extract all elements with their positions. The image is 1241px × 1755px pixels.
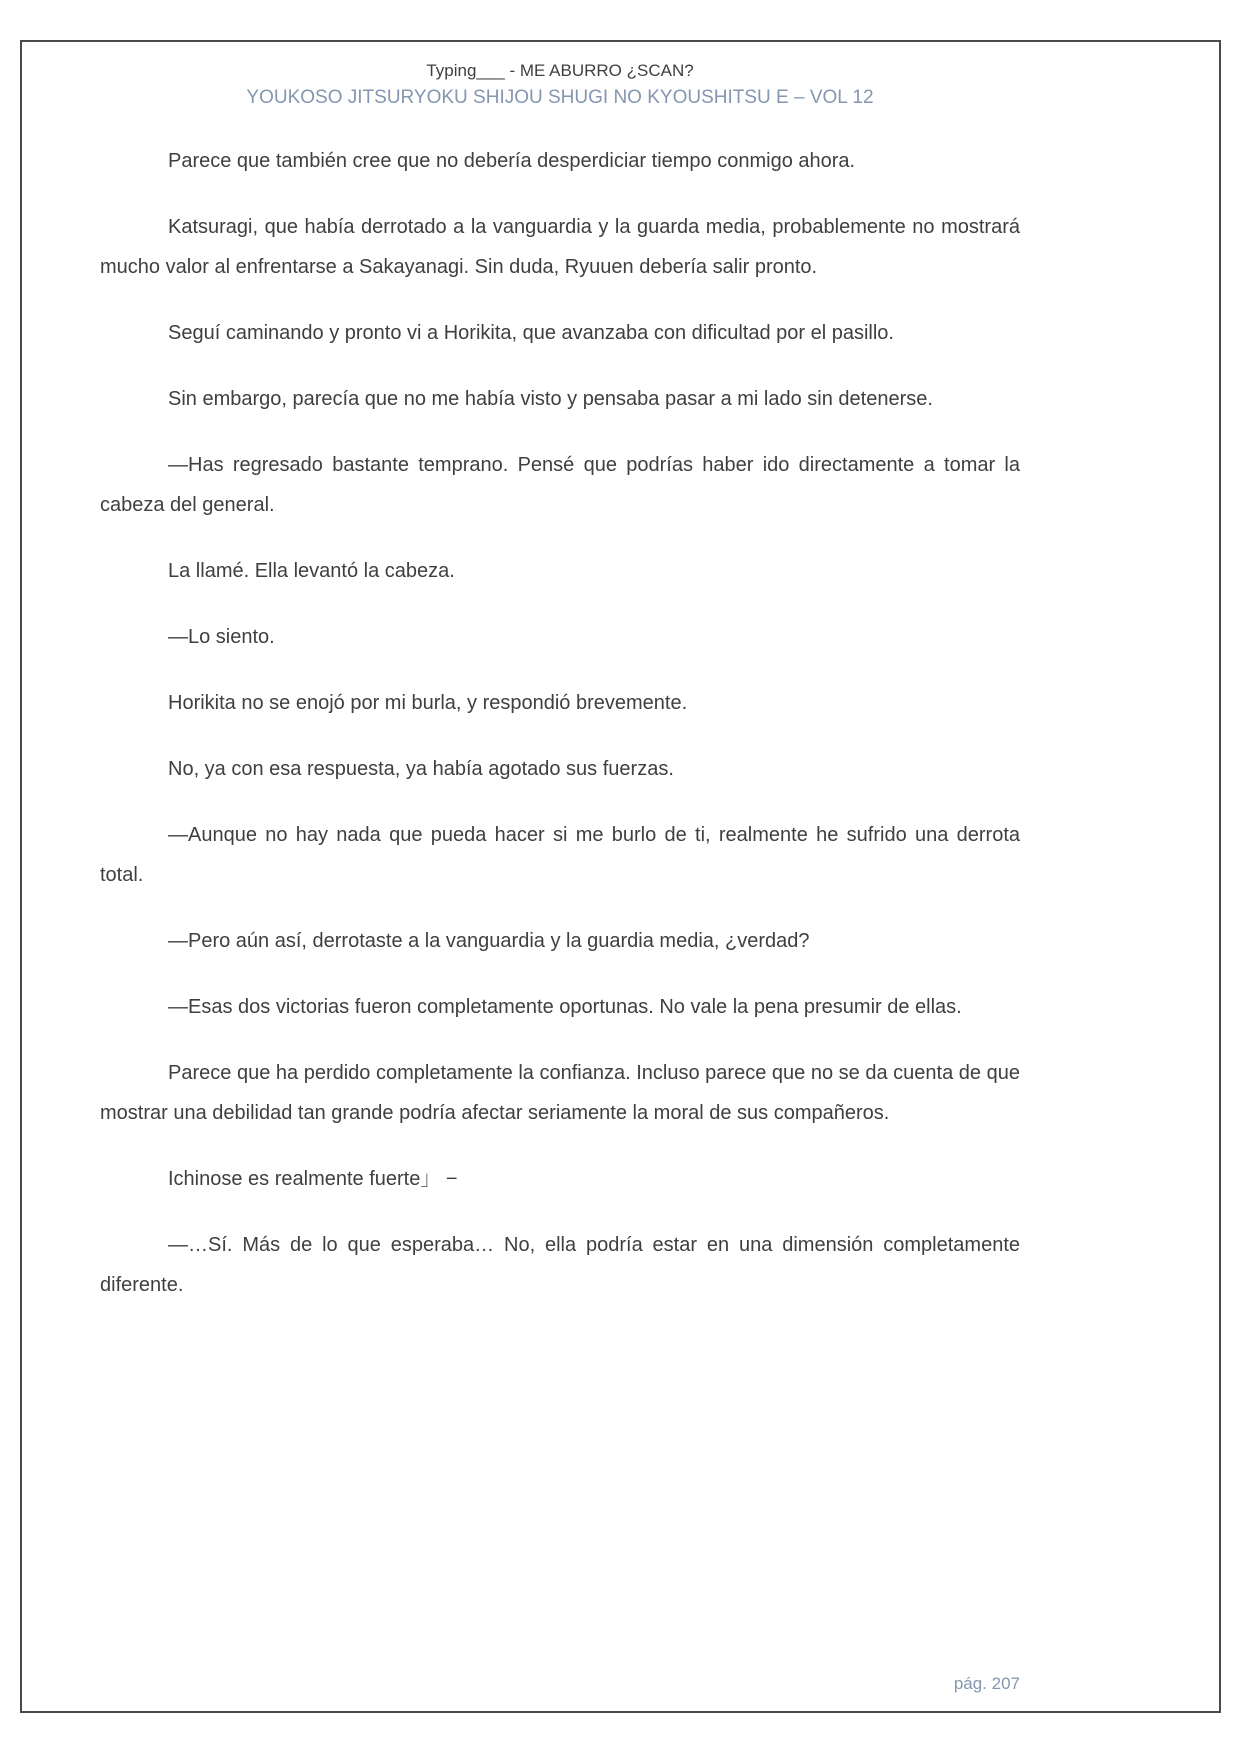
paragraph: —Lo siento.: [168, 626, 275, 648]
paragraph: —Pero aún así, derrotaste a la vanguardia y la guardia media, ¿verdad?: [168, 930, 810, 952]
paragraph: —Has regresado bastante temprano. Pensé que podrías haber ido directamente a tomar la cabeza del general.: [100, 454, 1020, 516]
body-paragraphs: [100, 141, 1020, 1305]
page-number: pág. 207: [953, 1674, 1020, 1693]
document-header: [100, 58, 1020, 111]
page-footer: [100, 1672, 1020, 1696]
paragraph: Ichinose es realmente fuerte」 −: [168, 1168, 458, 1190]
paragraph: No, ya con esa respuesta, ya había agotado sus fuerzas.: [168, 758, 674, 780]
page-content: [100, 58, 1020, 1331]
header-title: Typing___ - ME ABURRO ¿SCAN?: [426, 61, 694, 80]
paragraph: —…Sí. Más de lo que esperaba… No, ella podría estar en una dimensión completamente diferente.: [100, 1234, 1020, 1296]
paragraph: Parece que ha perdido completamente la confianza. Incluso parece que no se da cuenta de que mostrar una debilidad tan grande podría afectar seriamente la moral de sus compañeros.: [100, 1062, 1020, 1124]
paragraph: Seguí caminando y pronto vi a Horikita, que avanzaba con dificultad por el pasillo.: [168, 322, 894, 344]
paragraph: Katsuragi, que había derrotado a la vanguardia y la guarda media, probablemente no mostrará mucho valor al enfrentarse a Sakayanagi. Sin duda, Ryuuen debería salir pronto.: [100, 216, 1020, 278]
header-subtitle: YOUKOSO JITSURYOKU SHIJOU SHUGI NO KYOUSHITSU E – VOL 12: [246, 87, 874, 108]
paragraph: Sin embargo, parecía que no me había visto y pensaba pasar a mi lado sin detenerse.: [168, 388, 933, 410]
paragraph: La llamé. Ella levantó la cabeza.: [168, 560, 455, 582]
paragraph: Horikita no se enojó por mi burla, y respondió brevemente.: [168, 692, 688, 714]
paragraph: —Esas dos victorias fueron completamente oportunas. No vale la pena presumir de ellas.: [168, 996, 962, 1018]
paragraph: —Aunque no hay nada que pueda hacer si me burlo de ti, realmente he sufrido una derrota total.: [100, 824, 1020, 886]
paragraph: Parece que también cree que no debería desperdiciar tiempo conmigo ahora.: [168, 150, 856, 172]
